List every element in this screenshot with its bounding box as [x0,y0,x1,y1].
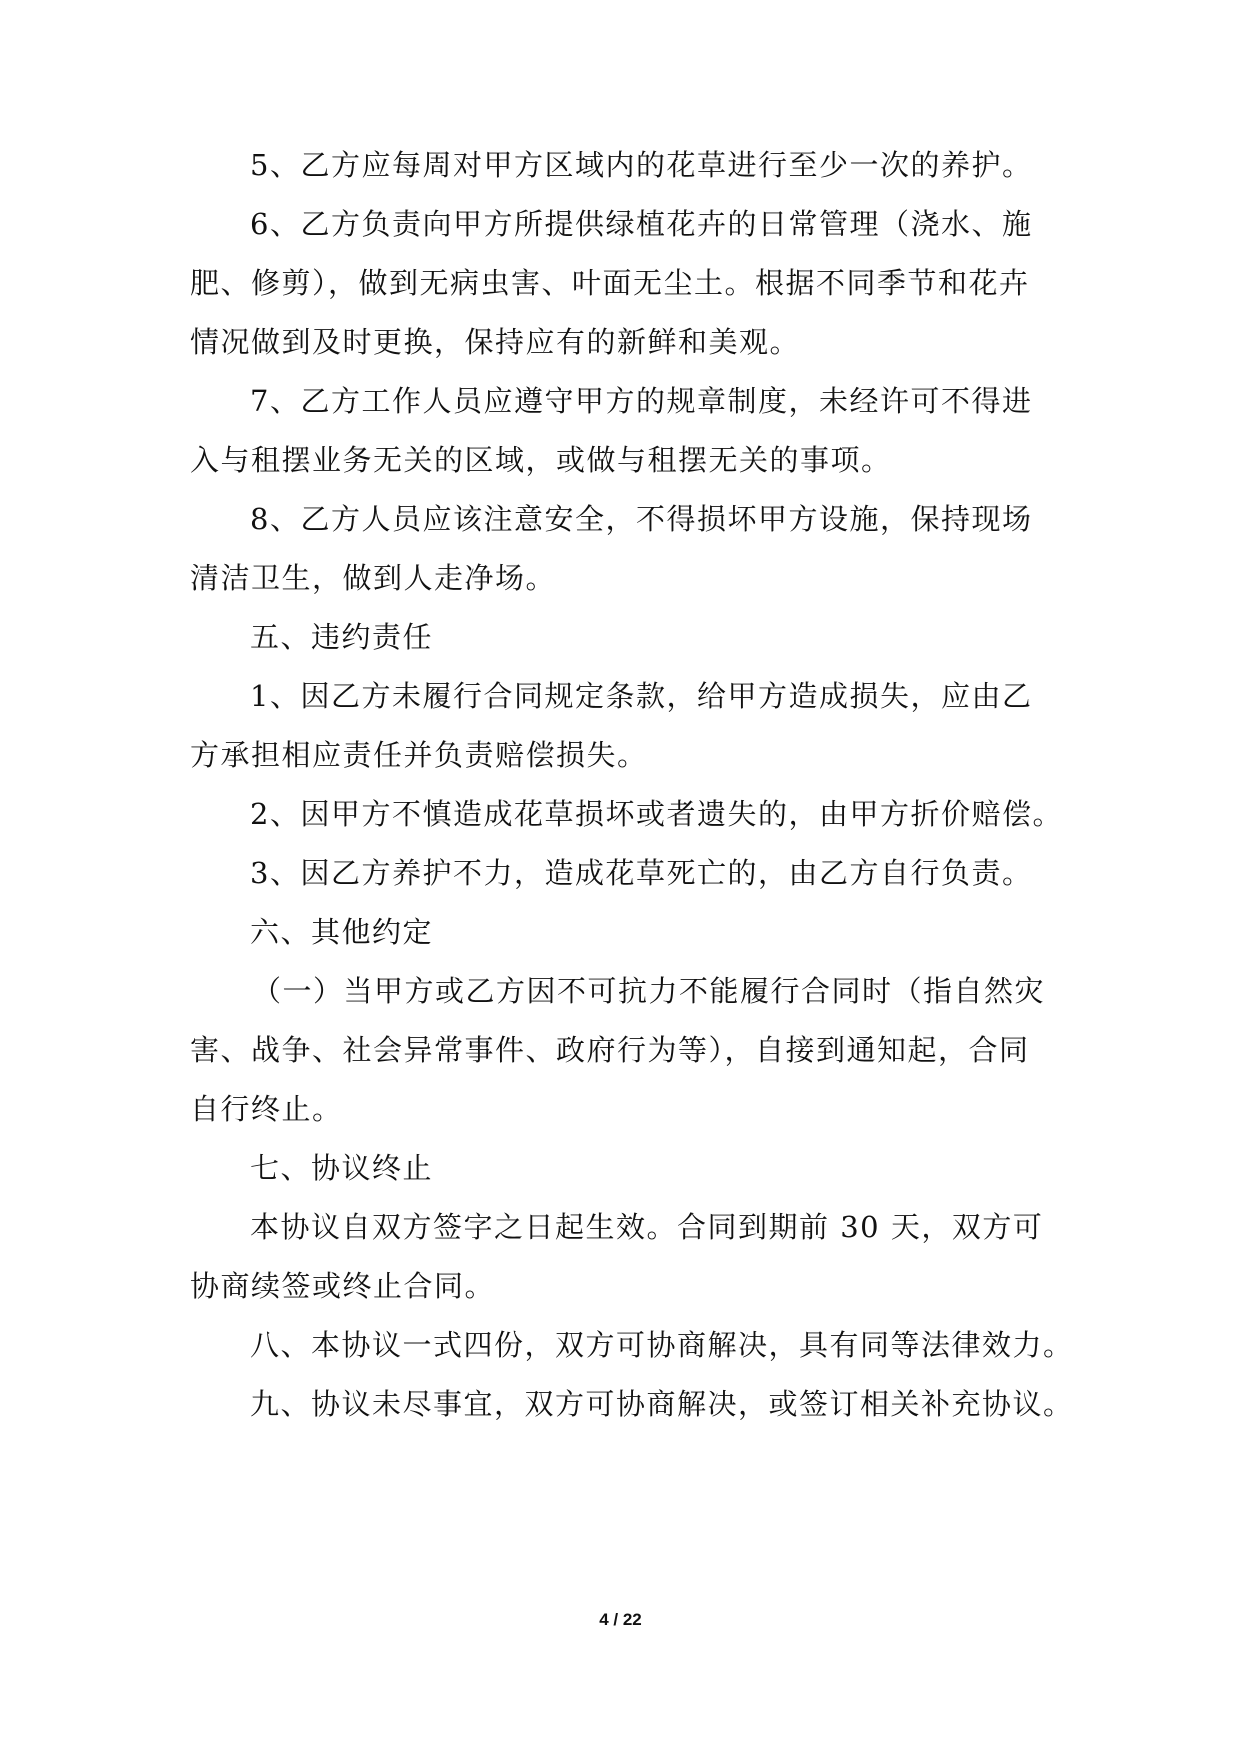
section-heading: 六、其他约定 [250,915,434,949]
paragraph-line: 清洁卫生，做到人走净场。 [190,561,557,595]
paragraph-line: 5、乙方应每周对甲方区域内的花草进行至少一次的养护。 [250,148,1033,182]
section-heading: 七、协议终止 [250,1151,434,1185]
paragraph-line: 自行终止。 [190,1092,343,1126]
paragraph-line: 八、本协议一式四份，双方可协商解决，具有同等法律效力。 [250,1328,1074,1362]
paragraph-line: 入与租摆业务无关的区域，或做与租摆无关的事项。 [190,443,892,477]
paragraph-line: 7、乙方工作人员应遵守甲方的规章制度，未经许可不得进 [250,384,1033,418]
paragraph-line: 2、因甲方不慎造成花草损坏或者遗失的，由甲方折价赔偿。 [250,797,1063,831]
paragraph-line: 情况做到及时更换，保持应有的新鲜和美观。 [190,325,801,359]
paragraph-line: 本协议自双方签字之日起生效。合同到期前 30 天，双方可 [250,1210,1044,1244]
paragraph-line: 6、乙方负责向甲方所提供绿植花卉的日常管理（浇水、施 [250,207,1033,241]
paragraph-line: 肥、修剪），做到无病虫害、叶面无尘土。根据不同季节和花卉 [190,266,1030,300]
paragraph-line: 害、战争、社会异常事件、政府行为等），自接到通知起，合同 [190,1033,1030,1067]
section-heading: 五、违约责任 [250,620,434,654]
paragraph-line: 8、乙方人员应该注意安全，不得损坏甲方设施，保持现场 [250,502,1033,536]
paragraph-line: 3、因乙方养护不力，造成花草死亡的，由乙方自行负责。 [250,856,1033,890]
paragraph-line: 1、因乙方未履行合同规定条款，给甲方造成损失，应由乙 [250,679,1033,713]
paragraph-line: 协商续签或终止合同。 [190,1269,496,1303]
paragraph-line: 九、协议未尽事宜，双方可协商解决，或签订相关补充协议。 [250,1387,1074,1421]
page-number: 4 / 22 [599,1610,642,1629]
paragraph-line: （一）当甲方或乙方因不可抗力不能履行合同时（指自然灾 [252,974,1046,1008]
paragraph-line: 方承担相应责任并负责赔偿损失。 [190,738,648,772]
